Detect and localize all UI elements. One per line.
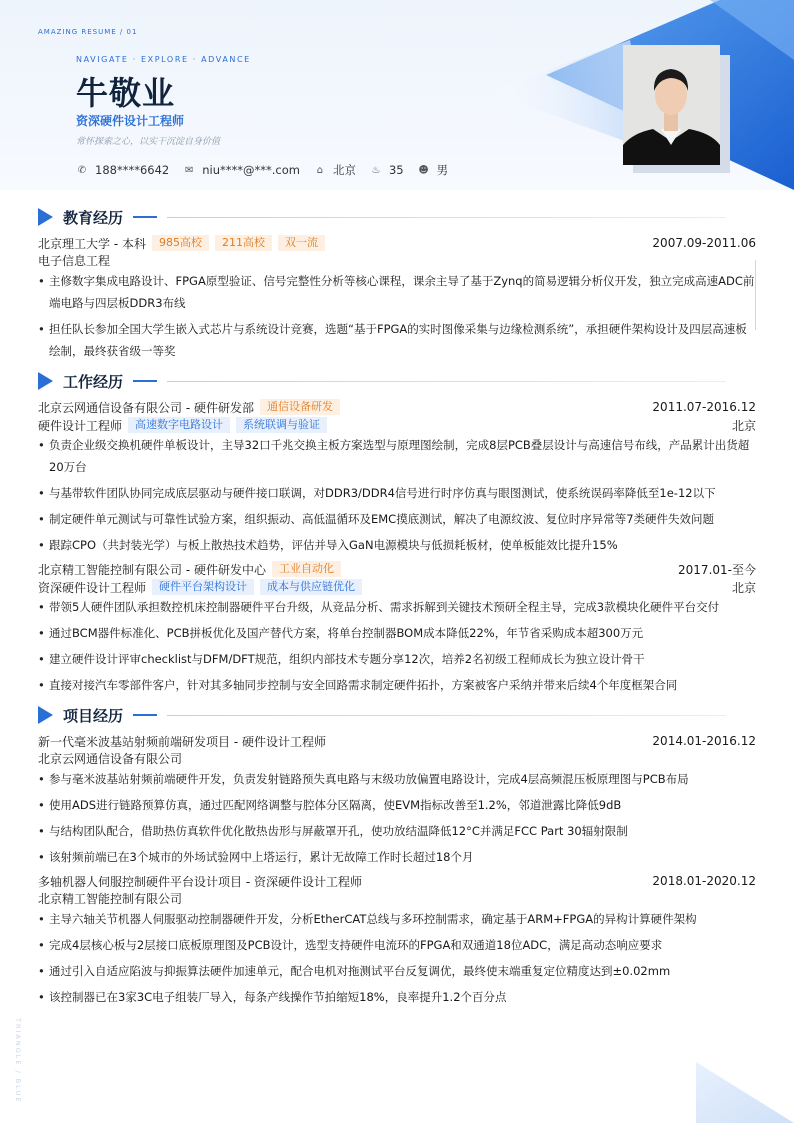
section-dash xyxy=(133,380,157,382)
candidate-name: 牛敬业 xyxy=(76,74,176,112)
company-name: 北京精工智能控制有限公司 - 硬件研发中心 xyxy=(38,562,266,577)
job-title: 资深硬件设计工程师 xyxy=(76,114,185,128)
project-date: 2018.01-2020.12 xyxy=(652,874,756,888)
projects-header xyxy=(38,702,756,728)
contact-phone xyxy=(76,163,169,177)
section-title: 项目经历 xyxy=(63,706,124,725)
motto: 常怀探索之心，以实干沉淀自身价值 xyxy=(76,137,221,147)
list-item: • 制定硬件单元测试与可靠性试验方案，组织振动、高低温循环及EMC摸底测试，解决了电源纹波、复位时序异常等7类硬件失效问题 xyxy=(38,508,756,530)
work-date: 2011.07-2016.12 xyxy=(652,400,756,414)
work-date: 2017.01-至今 xyxy=(678,562,756,577)
age-text: 35 xyxy=(388,163,404,177)
work-company-row xyxy=(38,398,756,416)
email-text: niu****@***.com xyxy=(202,163,300,177)
education-date: 2007.09-2011.06 xyxy=(652,236,756,250)
person-avatar-icon xyxy=(623,45,720,165)
mail-icon: ✉ xyxy=(185,164,194,176)
project-row xyxy=(38,872,756,890)
section-divider xyxy=(167,715,726,716)
contact-gender xyxy=(418,162,449,178)
contact-email xyxy=(183,163,300,177)
work-company-row xyxy=(38,560,756,578)
list-item: • 与基带软件团队协同完成底层驱动与硬件接口联调，对DDR3/DDR4信号进行时序仿真与眼图测试，使系统误码率降低至1e-12以下 xyxy=(38,482,756,504)
section-title: 教育经历 xyxy=(63,208,124,227)
major: 电子信息工程 xyxy=(38,254,111,268)
list-item: • 该控制器已在3家3C电子组装厂导入，每条产线操作节拍缩短18%，良率提升1.2个百分点 xyxy=(38,986,756,1008)
contact-age xyxy=(370,163,404,177)
role-name: 硬件设计工程师 xyxy=(38,418,123,433)
contact-bar xyxy=(76,162,462,178)
city-text: 北京 xyxy=(332,163,356,177)
decor-triangle-bottom xyxy=(696,1062,794,1123)
list-item: • 通过BCM器件标准化、PCB拼板优化及国产替代方案，将单台控制器BOM成本降低22%，年节省采购成本超300万元 xyxy=(38,622,756,644)
tag-badge: 双一流 xyxy=(278,235,325,251)
vertical-divider xyxy=(755,260,756,330)
section-divider xyxy=(167,217,726,218)
section-arrow-icon xyxy=(38,372,53,390)
work-entry xyxy=(38,560,756,696)
work-entry xyxy=(38,398,756,556)
list-item: • 参与毫米波基站射频前端硬件开发，负责发射链路预失真电路与末级功放偏置电路设计，完成4层高频混压板原理图与PCB布局 xyxy=(38,768,756,790)
list-item: • 使用ADS进行链路预算仿真，通过匹配网络调整与腔体分区隔离，使EVM指标改善至1.2%，邻道泄露比降低9dB xyxy=(38,794,756,816)
skill-tag: 成本与供应链优化 xyxy=(260,579,362,595)
phone-icon: ✆ xyxy=(77,164,87,176)
education-bullets xyxy=(38,270,756,362)
phone-text: 188****6642 xyxy=(95,163,170,177)
skill-tag: 系统联调与验证 xyxy=(236,417,327,433)
list-item: • 该射频前端已在3个城市的外场试验网中上塔运行，累计无故障工作时长超过18个月 xyxy=(38,846,756,868)
cake-icon: ♨ xyxy=(371,164,381,176)
list-item: • 主导六轴关节机器人伺服驱动控制器硬件开发，分析EtherCAT总线与多环控制需求，确定基于ARM+FPGA的异构计算硬件架构 xyxy=(38,908,756,930)
role-name: 资深硬件设计工程师 xyxy=(38,580,147,595)
list-item: • 直接对接汽车零部件客户，针对其多轴同步控制与安全回路需求制定硬件拓扑，方案被客户采纳并带来后续4个年度框架合同 xyxy=(38,674,756,696)
project-org: 北京精工智能控制有限公司 xyxy=(38,892,183,906)
projects-section xyxy=(38,702,756,1008)
project-name: 多轴机器人伺服控制硬件平台设计项目 - 资深硬件设计工程师 xyxy=(38,874,362,889)
section-arrow-icon xyxy=(38,208,53,226)
section-dash xyxy=(133,216,157,218)
list-item: • 负责企业级交换机硬件单板设计，主导32口千兆交换主板方案选型与原理图绘制，完成8层PCB叠层设计与高速信号布线，产品累计出货超20万台 xyxy=(38,434,756,478)
work-city: 北京 xyxy=(731,418,756,433)
project-name: 新一代毫米波基站射频前端研发项目 - 硬件设计工程师 xyxy=(38,734,326,749)
home-icon: ⌂ xyxy=(316,164,324,176)
industry-tag: 通信设备研发 xyxy=(260,399,340,415)
side-watermark: TRIANGLE / BLUE xyxy=(14,1018,22,1104)
school-name: 北京理工大学 - 本科 xyxy=(38,236,146,251)
section-divider xyxy=(167,381,726,382)
brand-label: AMAZING RESUME / 01 xyxy=(38,28,138,36)
work-role-row xyxy=(38,416,756,434)
skill-tag: 高速数字电路设计 xyxy=(128,417,230,433)
industry-tag: 工业自动化 xyxy=(272,561,341,577)
work-role-row xyxy=(38,578,756,596)
contact-city xyxy=(314,162,356,178)
list-item: • 通过引入自适应陷波与抑振算法硬件加速单元，配合电机对拖测试平台反复调优，最终使末端重复定位精度达到±0.02mm xyxy=(38,960,756,982)
list-item: • 担任队长参加全国大学生嵌入式芯片与系统设计竞赛，选题“基于FPGA的实时图像采集与边缘检测系统”，承担硬件架构设计及四层高速板绘制，最终获省级一等奖 xyxy=(38,318,756,362)
education-row xyxy=(38,234,756,252)
project-row xyxy=(38,732,756,750)
skill-tag: 硬件平台架构设计 xyxy=(152,579,254,595)
tag-badge: 985高校 xyxy=(152,235,209,251)
project-bullets xyxy=(38,908,756,1008)
project-org: 北京云网通信设备有限公司 xyxy=(38,752,183,766)
list-item: • 带领5人硬件团队承担数控机床控制器硬件平台升级，从竞品分析、需求拆解到关键技术预研全程主导，完成3款模块化硬件平台交付 xyxy=(38,596,756,618)
list-item: • 建立硬件设计评审checklist与DFM/DFT规范，组织内部技术专题分享12次，培养2名初级工程师成长为独立设计骨干 xyxy=(38,648,756,670)
work-bullets xyxy=(38,596,756,696)
work-header xyxy=(38,368,756,394)
work-city: 北京 xyxy=(731,580,756,595)
profile-photo xyxy=(623,45,720,165)
project-bullets xyxy=(38,768,756,868)
section-arrow-icon xyxy=(38,706,53,724)
tagline: NAVIGATE · EXPLORE · ADVANCE xyxy=(76,55,251,64)
project-date: 2014.01-2016.12 xyxy=(652,734,756,748)
list-item: • 主修数字集成电路设计、FPGA原型验证、信号完整性分析等核心课程，课余主导了基于Zynq的简易逻辑分析仪开发，独立完成高速ADC前端电路与四层板DDR3布线 xyxy=(38,270,756,314)
list-item: • 跟踪CPO（共封装光学）与板上散热技术趋势，评估并导入GaN电源模块与低损耗板材，使单板能效比提升15% xyxy=(38,534,756,556)
project-entry xyxy=(38,872,756,1008)
education-header xyxy=(38,204,756,230)
work-section xyxy=(38,368,756,696)
project-entry xyxy=(38,732,756,868)
gender-text: 男 xyxy=(436,163,449,177)
work-bullets xyxy=(38,434,756,556)
education-section xyxy=(38,204,756,362)
smile-icon: ☻ xyxy=(418,164,429,176)
list-item: • 与结构团队配合，借助热仿真软件优化散热齿形与屏蔽罩开孔，使功放结温降低12°C并满足FCC Part 30辐射限制 xyxy=(38,820,756,842)
resume-content xyxy=(38,204,756,1012)
section-title: 工作经历 xyxy=(63,372,124,391)
list-item: • 完成4层核心板与2层接口底板原理图及PCB设计，选型支持硬件电流环的FPGA和双通道18位ADC，满足高动态响应要求 xyxy=(38,934,756,956)
section-dash xyxy=(133,714,157,716)
tag-badge: 211高校 xyxy=(215,235,272,251)
company-name: 北京云网通信设备有限公司 - 硬件研发部 xyxy=(38,400,254,415)
